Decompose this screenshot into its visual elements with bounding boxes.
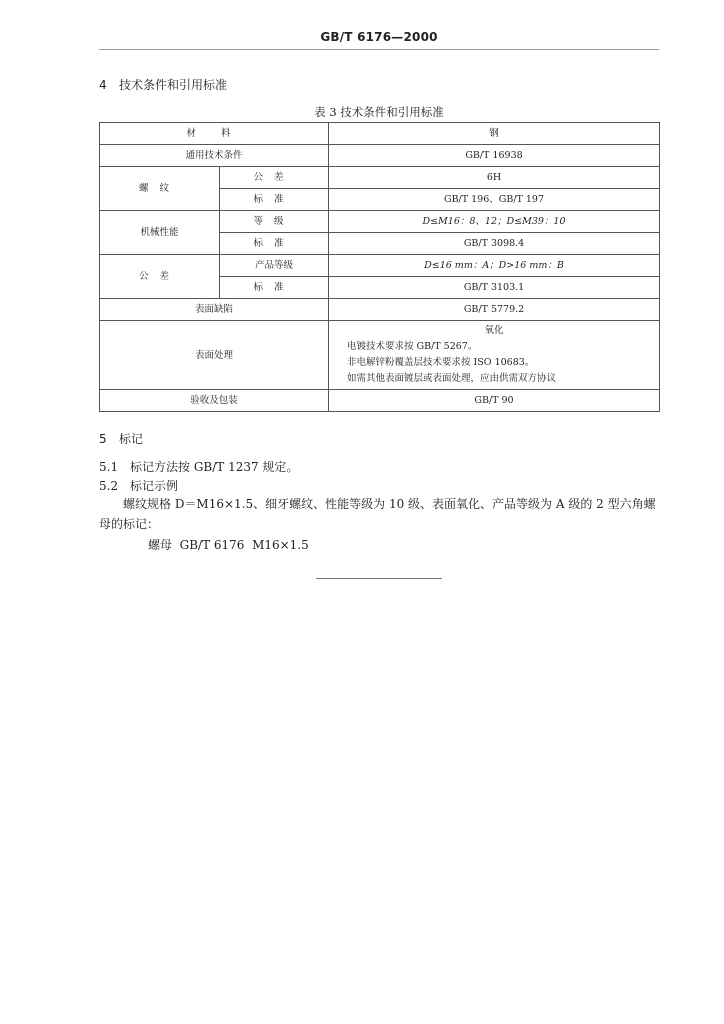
surface-defect-label: 表面缺陷	[100, 299, 329, 321]
mechanical-standard-value: GB/T 3098.4	[329, 233, 660, 255]
surface-treatment-label: 表面处理	[100, 321, 329, 390]
end-rule	[316, 578, 442, 579]
clause-5-2	[99, 477, 178, 494]
clause-5-2-number: 5.2	[99, 479, 119, 493]
section-5-heading	[99, 430, 143, 447]
thread-standard-label: 标准	[220, 189, 329, 211]
surface-treatment-item: 非电解锌粉覆盖层技术要求按 ISO 10683。	[347, 357, 535, 368]
header-rule	[99, 49, 659, 50]
surface-treatment-item: 电镀技术要求按 GB/T 5267。	[347, 341, 478, 352]
surface-treatment-item: 如需其他表面镀层或表面处理，应由供需双方协议	[347, 373, 557, 384]
acceptance-packaging-label: 验收及包装	[100, 390, 329, 412]
clause-5-1	[99, 458, 298, 475]
table-row	[100, 123, 660, 145]
table-row	[100, 167, 660, 189]
table-row	[100, 321, 660, 390]
material-label: 材 料	[100, 123, 329, 145]
thread-tolerance-label: 公差	[220, 167, 329, 189]
general-spec-label: 通用技术条件	[100, 145, 329, 167]
table-row	[100, 299, 660, 321]
mechanical-standard-label: 标准	[220, 233, 329, 255]
example-paragraph: 螺纹规格 D＝M16×1.5、细牙螺纹、性能等级为 10 级、表面氧化、产品等级为 A 级的 2 型六角螺母的标记：	[99, 497, 656, 531]
general-spec-value: GB/T 16938	[329, 145, 660, 167]
section-4-heading	[99, 76, 227, 93]
surface-treatment-values	[329, 321, 660, 390]
material-value: 钢	[329, 123, 660, 145]
mechanical-grade-label: 等级	[220, 211, 329, 233]
clause-5-2-text: 标记示例	[130, 479, 179, 493]
section-5-title: 标记	[119, 432, 144, 446]
mechanical-grade-value: D≤M16：8、12；D≤M39：10	[329, 211, 660, 233]
table-row	[100, 255, 660, 277]
thread-standard-value: GB/T 196、GB/T 197	[329, 189, 660, 211]
clause-5-1-text: 标记方法按 GB/T 1237 规定。	[130, 460, 299, 474]
product-grade-label: 产品等级	[220, 255, 329, 277]
product-grade-value: D≤16 mm：A；D>16 mm：B	[329, 255, 660, 277]
table-row	[100, 390, 660, 412]
table-row	[100, 145, 660, 167]
thread-label: 螺纹	[100, 167, 220, 211]
thread-tolerance-value: 6H	[329, 167, 660, 189]
surface-defect-value: GB/T 5779.2	[329, 299, 660, 321]
acceptance-packaging-value: GB/T 90	[329, 390, 660, 412]
table-3	[99, 122, 660, 412]
table-3-caption: 表 3 技术条件和引用标准	[314, 105, 444, 119]
page-header-standard-number: GB/T 6176—2000	[320, 30, 438, 44]
tolerance-standard-label: 标准	[220, 277, 329, 299]
table-row	[100, 211, 660, 233]
section-4-title: 技术条件和引用标准	[119, 78, 228, 92]
clause-5-1-number: 5.1	[99, 460, 119, 474]
example-marking: 螺母 GB/T 6176 M16×1.5	[148, 538, 309, 552]
surface-treatment-item: 氧化	[484, 325, 504, 336]
tolerance-standard-value: GB/T 3103.1	[329, 277, 660, 299]
section-4-number: 4	[99, 78, 107, 92]
section-5-number: 5	[99, 432, 107, 446]
mechanical-properties-label: 机械性能	[100, 211, 220, 255]
tolerance-label: 公差	[100, 255, 220, 299]
